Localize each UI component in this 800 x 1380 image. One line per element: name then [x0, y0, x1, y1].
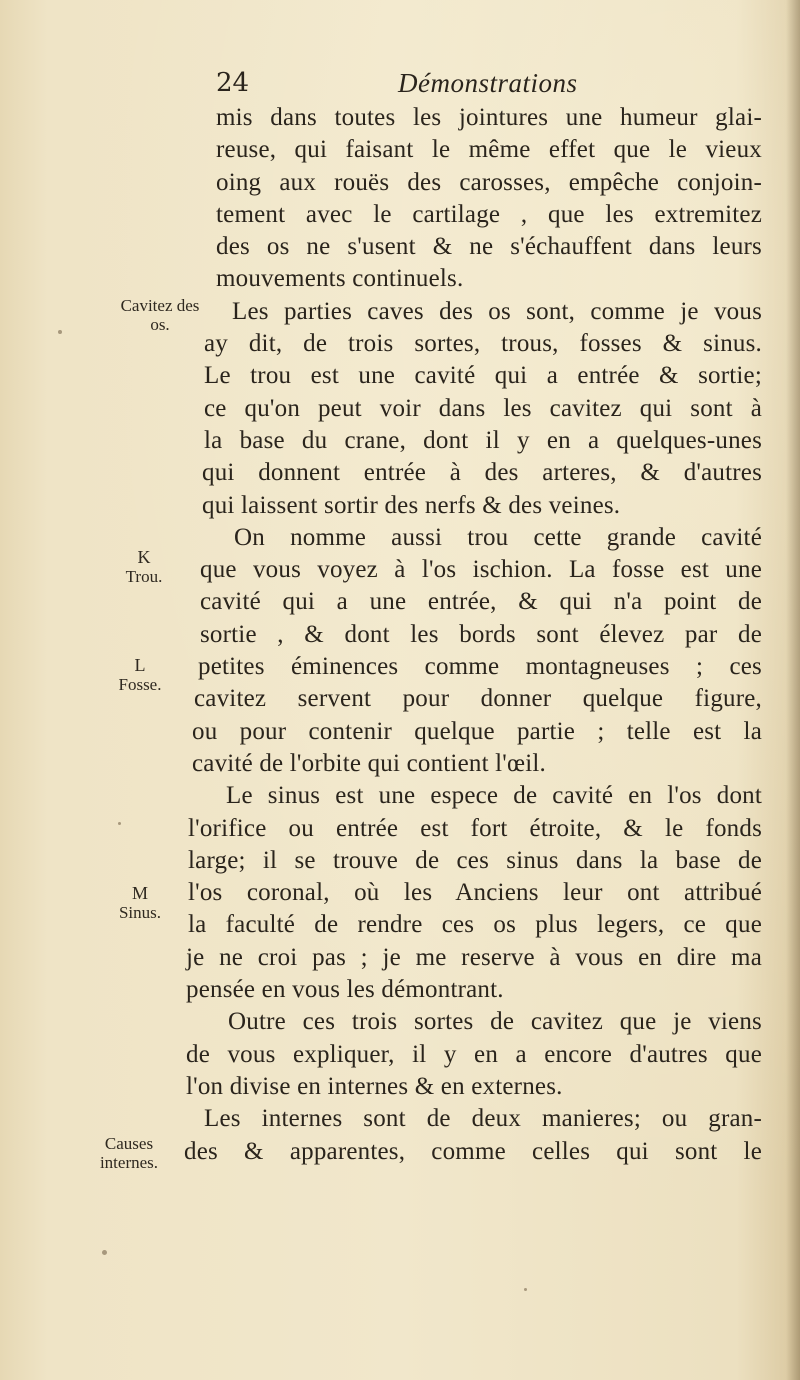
text-line: Le trou est une cavité qui a entrée & sortie;: [204, 362, 762, 390]
paragraph-start-line: Les internes sont de deux manieres; ou gran-: [204, 1105, 762, 1133]
text-line: oing aux rouës des carosses, empêche conjoin-: [216, 168, 762, 196]
text-line: qui laissent sortir des nerfs & des veines.: [202, 491, 621, 519]
text-line: cavité qui a une entrée, & qui n'a point de: [200, 588, 762, 616]
text-line: la faculté de rendre ces os plus legers, ce que: [188, 911, 762, 939]
text-line: des os ne s'usent & ne s'échauffent dans leurs: [216, 233, 762, 261]
margin-notes: [0, 0, 200, 1380]
paragraph-start-line: Les parties caves des os sont, comme je vous: [232, 297, 762, 325]
ink-speck: [102, 1250, 107, 1255]
text-line: que vous voyez à l'os ischion. La fosse est une: [200, 556, 762, 584]
text-line: qui donnent entrée à des arteres, & d'autres: [202, 459, 762, 487]
margin-note-trou: [104, 548, 184, 586]
text-line: des & apparentes, comme celles qui sont le: [184, 1137, 762, 1165]
paragraph-start-line: Outre ces trois sortes de cavitez que je viens: [228, 1008, 762, 1036]
margin-note-letter: M: [131, 883, 148, 903]
text-line: large; il se trouve de ces sinus dans la base de: [188, 846, 762, 874]
text-line: l'orifice ou entrée est fort étroite, & le fonds: [188, 814, 762, 842]
margin-note-fosse: [100, 656, 180, 694]
margin-note-causes: [84, 1134, 174, 1172]
text-line: sortie , & dont les bords sont élevez par de: [200, 620, 762, 648]
text-line: pensée en vous les démontrant.: [186, 976, 504, 1004]
text-line: je ne croi pas ; je me reserve à vous en dire ma: [186, 943, 762, 971]
text-line: cavitez servent pour donner quelque figure,: [194, 685, 762, 713]
text-line: l'os coronal, où les Anciens leur ont attribué: [188, 879, 762, 907]
ink-speck: [58, 330, 62, 334]
margin-note-letter: L: [134, 655, 146, 675]
margin-note-sinus: [100, 884, 180, 922]
text-line: ay dit, de trois sortes, trous, fosses & sinus.: [204, 330, 762, 358]
margin-note-text: Trou.: [125, 567, 163, 586]
text-line: mouvements continuels.: [216, 265, 464, 293]
body-text: [184, 102, 762, 1168]
text-line: ou pour contenir quelque partie ; telle est la: [192, 717, 762, 745]
text-line: ce qu'on peut voir dans les cavitez qui sont à: [204, 394, 762, 422]
text-line: cavité de l'orbite qui contient l'œil.: [192, 749, 547, 777]
margin-note-text: Causes internes.: [99, 1134, 159, 1172]
text-line: mis dans toutes les jointures une humeur glai-: [216, 104, 762, 131]
ink-speck: [118, 822, 121, 825]
text-line: petites éminences comme montagneuses ; ces: [198, 653, 762, 681]
margin-note-text: Sinus.: [118, 903, 162, 922]
page-number: 24: [216, 68, 250, 98]
paragraph-start-line: Le sinus est une espece de cavité en l'os dont: [226, 782, 762, 810]
margin-note-text: Cavitez des os.: [120, 296, 200, 334]
margin-note-letter: K: [137, 547, 151, 567]
page-edge-shadow: [786, 0, 800, 1380]
margin-note-text: Fosse.: [118, 675, 162, 694]
ink-speck: [524, 1288, 527, 1291]
text-line: la base du crane, dont il y en a quelques-unes: [204, 426, 762, 454]
paragraph-start-line: On nomme aussi trou cette grande cavité: [234, 523, 762, 551]
running-title: Démonstrations: [398, 68, 578, 98]
text-line: de vous expliquer, il y en a encore d'autres que: [186, 1040, 762, 1068]
text-line: tement avec le cartilage , que les extremitez: [216, 200, 762, 228]
text-line: reuse, qui faisant le même effet que le vieux: [216, 136, 762, 164]
text-line: l'on divise en internes & en externes.: [186, 1072, 563, 1100]
